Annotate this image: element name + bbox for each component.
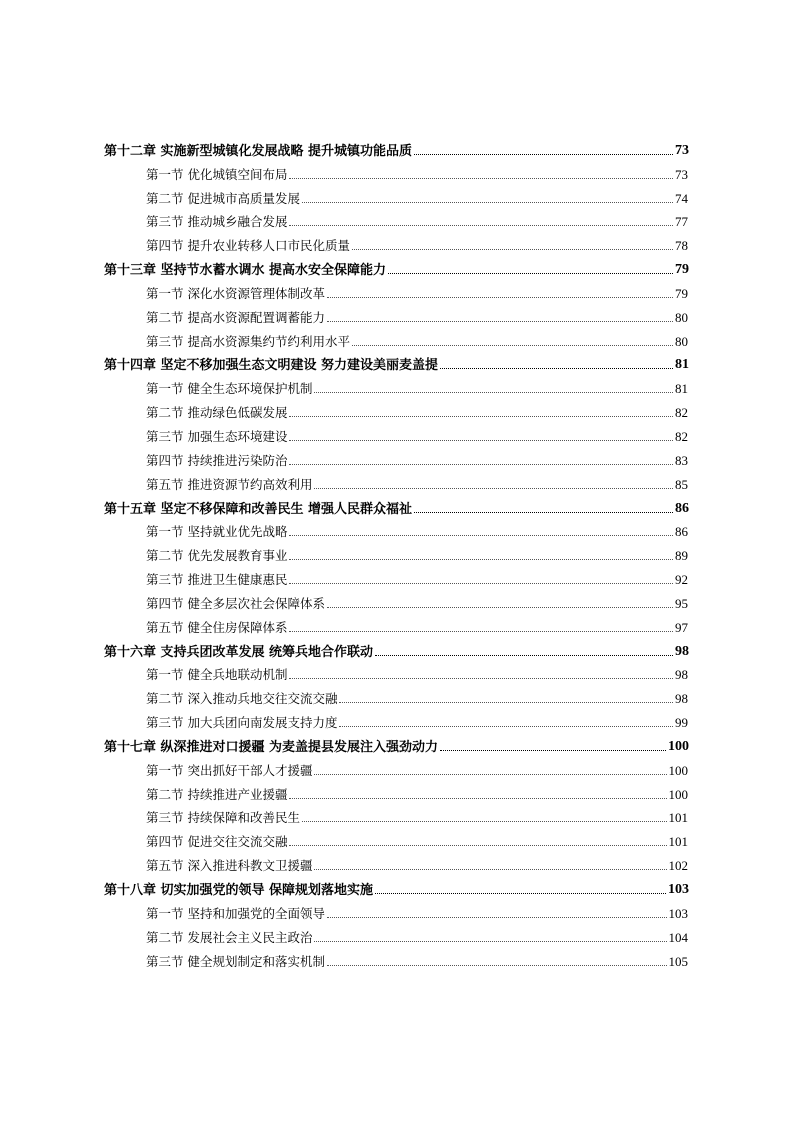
- toc-page-number: 82: [675, 405, 688, 421]
- toc-section-entry[interactable]: [0, 302, 793, 326]
- toc-page-number: 100: [668, 786, 688, 802]
- toc-entry-title: 第一节 坚持和加强党的全面领导: [146, 905, 325, 921]
- toc-section-entry[interactable]: [0, 803, 793, 827]
- toc-page-number: 74: [675, 190, 688, 206]
- dot-leader: [352, 345, 673, 346]
- toc-section-entry[interactable]: [0, 421, 793, 445]
- toc-entry-title: 第二节 深入推动兵地交往交流交融: [146, 691, 338, 707]
- toc-entry-title: 第四节 促进交往交流交融: [146, 834, 288, 850]
- toc-page-number: 100: [668, 762, 688, 778]
- toc-entry-title: 第二节 发展社会主义民主政治: [146, 929, 313, 945]
- toc-section-entry[interactable]: [0, 397, 793, 421]
- toc-page-number: 99: [675, 715, 688, 731]
- toc-entry-title: 第二节 持续推进产业援疆: [146, 786, 288, 802]
- toc-entry-title: 第二节 提高水资源配置调蓄能力: [146, 309, 325, 325]
- table-of-contents: [0, 135, 793, 970]
- dot-leader: [289, 798, 666, 799]
- toc-entry-title: 第二节 优先发展教育事业: [146, 548, 288, 564]
- toc-page-number: 86: [675, 524, 688, 540]
- dot-leader: [289, 535, 673, 536]
- toc-entry-title: 第三节 健全规划制定和落实机制: [146, 953, 325, 969]
- toc-page-number: 85: [675, 476, 688, 492]
- toc-entry-title: 第三节 提高水资源集约节约利用水平: [146, 333, 350, 349]
- toc-page-number: 80: [675, 333, 688, 349]
- toc-page-number: 101: [668, 834, 688, 850]
- toc-section-entry[interactable]: [0, 898, 793, 922]
- dot-leader: [414, 154, 673, 155]
- toc-section-entry[interactable]: [0, 564, 793, 588]
- toc-page-number: 73: [675, 142, 689, 158]
- dot-leader: [289, 678, 673, 679]
- toc-entry-title: 第三节 推进卫生健康惠民: [146, 572, 288, 588]
- toc-section-entry[interactable]: [0, 445, 793, 469]
- dot-leader: [289, 416, 673, 417]
- dot-leader: [289, 225, 673, 226]
- toc-section-entry[interactable]: [0, 922, 793, 946]
- toc-page-number: 80: [675, 309, 688, 325]
- toc-entry-title: 第三节 加强生态环境建设: [146, 428, 288, 444]
- toc-page-number: 78: [675, 238, 688, 254]
- toc-entry-title: 第五节 深入推进科教文卫援疆: [146, 858, 313, 874]
- toc-page-number: 105: [668, 953, 688, 969]
- toc-section-entry[interactable]: [0, 469, 793, 493]
- toc-section-entry[interactable]: [0, 779, 793, 803]
- toc-page-number: 92: [675, 572, 688, 588]
- toc-entry-title: 第一节 深化水资源管理体制改革: [146, 285, 325, 301]
- dot-leader: [302, 202, 673, 203]
- dot-leader: [314, 774, 666, 775]
- dot-leader: [289, 631, 673, 632]
- toc-page-number: 79: [675, 285, 688, 301]
- toc-page-number: 104: [668, 929, 688, 945]
- toc-section-entry[interactable]: [0, 850, 793, 874]
- toc-entry-title: 第二节 促进城市高质量发展: [146, 190, 300, 206]
- toc-entry-title: 第四节 持续推进污染防治: [146, 452, 288, 468]
- toc-section-entry[interactable]: [0, 683, 793, 707]
- toc-entry-title: 第一节 坚持就业优先战略: [146, 524, 288, 540]
- toc-page-number: 86: [675, 500, 689, 516]
- dot-leader: [314, 941, 666, 942]
- dot-leader: [314, 869, 666, 870]
- toc-entry-title: 第十二章 实施新型城镇化发展战略 提升城镇功能品质: [104, 143, 413, 159]
- toc-entry-title: 第三节 推动城乡融合发展: [146, 214, 288, 230]
- toc-section-entry[interactable]: [0, 207, 793, 231]
- toc-entry-title: 第十五章 坚定不移保障和改善民生 增强人民群众福祉: [104, 501, 413, 517]
- toc-entry-title: 第十六章 支持兵团改革发展 统筹兵地合作联动: [104, 644, 374, 660]
- toc-entry-title: 第十四章 坚定不移加强生态文明建设 努力建设美丽麦盖提: [104, 358, 439, 374]
- toc-section-entry[interactable]: [0, 946, 793, 970]
- dot-leader: [289, 440, 673, 441]
- toc-page-number: 100: [668, 738, 689, 754]
- dot-leader: [289, 559, 673, 560]
- toc-page-number: 103: [668, 882, 689, 897]
- toc-section-entry[interactable]: [0, 517, 793, 541]
- dot-leader: [440, 368, 673, 369]
- toc-entry-title: 第一节 健全兵地联动机制: [146, 667, 288, 683]
- toc-section-entry[interactable]: [0, 230, 793, 254]
- toc-section-entry[interactable]: [0, 326, 793, 350]
- toc-section-entry[interactable]: [0, 826, 793, 850]
- toc-entry-title: 第二节 推动绿色低碳发展: [146, 405, 288, 421]
- toc-chapter-entry[interactable]: [0, 874, 793, 898]
- toc-section-entry[interactable]: [0, 612, 793, 636]
- toc-section-entry[interactable]: [0, 755, 793, 779]
- toc-page-number: 97: [675, 619, 688, 635]
- toc-entry-title: 第一节 优化城镇空间布局: [146, 166, 288, 182]
- toc-chapter-entry[interactable]: [0, 254, 793, 278]
- toc-entry-title: 第一节 突出抓好干部人才援疆: [146, 762, 313, 778]
- toc-entry-title: 第五节 健全住房保障体系: [146, 619, 288, 635]
- dot-leader: [289, 583, 673, 584]
- toc-entry-title: 第三节 持续保障和改善民生: [146, 810, 300, 826]
- dot-leader: [327, 321, 673, 322]
- toc-page-number: 95: [675, 595, 688, 611]
- toc-page-number: 102: [668, 858, 688, 874]
- toc-page-number: 89: [675, 548, 688, 564]
- dot-leader: [314, 488, 673, 489]
- dot-leader: [289, 178, 673, 179]
- toc-section-entry[interactable]: [0, 373, 793, 397]
- dot-leader: [339, 726, 673, 727]
- toc-page-number: 73: [675, 166, 688, 182]
- toc-entry-title: 第四节 提升农业转移人口市民化质量: [146, 238, 350, 254]
- toc-page-number: 101: [668, 810, 688, 826]
- toc-page-number: 81: [675, 357, 689, 373]
- dot-leader: [327, 965, 667, 966]
- toc-page-number: 77: [675, 214, 688, 230]
- toc-entry-title: 第十三章 坚持节水蓄水调水 提高水安全保障能力: [104, 263, 387, 279]
- dot-leader: [375, 893, 666, 894]
- toc-entry-title: 第十七章 纵深推进对口援疆 为麦盖提县发展注入强劲动力: [104, 739, 439, 755]
- toc-chapter-entry[interactable]: [0, 731, 793, 755]
- toc-entry-title: 第四节 健全多层次社会保障体系: [146, 595, 325, 611]
- toc-page-number: 98: [675, 691, 688, 707]
- toc-entry-title: 第五节 推进资源节约高效利用: [146, 476, 313, 492]
- toc-section-entry[interactable]: [0, 660, 793, 684]
- dot-leader: [352, 249, 673, 250]
- toc-chapter-entry[interactable]: [0, 135, 793, 159]
- dot-leader: [388, 273, 673, 274]
- dot-leader: [289, 464, 673, 465]
- dot-leader: [289, 845, 666, 846]
- dot-leader: [327, 297, 673, 298]
- dot-leader: [414, 512, 673, 513]
- dot-leader: [327, 607, 673, 608]
- toc-section-entry[interactable]: [0, 183, 793, 207]
- toc-page-number: 98: [675, 667, 688, 683]
- dot-leader: [314, 392, 673, 393]
- toc-page-number: 98: [675, 643, 689, 659]
- toc-chapter-entry[interactable]: [0, 636, 793, 660]
- dot-leader: [327, 917, 667, 918]
- toc-page-number: 82: [675, 428, 688, 444]
- toc-section-entry[interactable]: [0, 707, 793, 731]
- toc-page-number: 81: [675, 381, 688, 397]
- dot-leader: [339, 702, 673, 703]
- toc-entry-title: 第一节 健全生态环境保护机制: [146, 381, 313, 397]
- toc-section-entry[interactable]: [0, 159, 793, 183]
- toc-entry-title: 第十八章 切实加强党的领导 保障规划落地实施: [104, 883, 374, 898]
- toc-page-number: 103: [668, 905, 688, 921]
- toc-section-entry[interactable]: [0, 278, 793, 302]
- dot-leader: [302, 821, 667, 822]
- dot-leader: [375, 655, 673, 656]
- toc-chapter-entry[interactable]: [0, 493, 793, 517]
- toc-page-number: 79: [675, 262, 689, 278]
- toc-chapter-entry[interactable]: [0, 350, 793, 374]
- toc-entry-title: 第三节 加大兵团向南发展支持力度: [146, 715, 338, 731]
- toc-section-entry[interactable]: [0, 540, 793, 564]
- toc-page-number: 83: [675, 452, 688, 468]
- dot-leader: [440, 750, 666, 751]
- toc-section-entry[interactable]: [0, 588, 793, 612]
